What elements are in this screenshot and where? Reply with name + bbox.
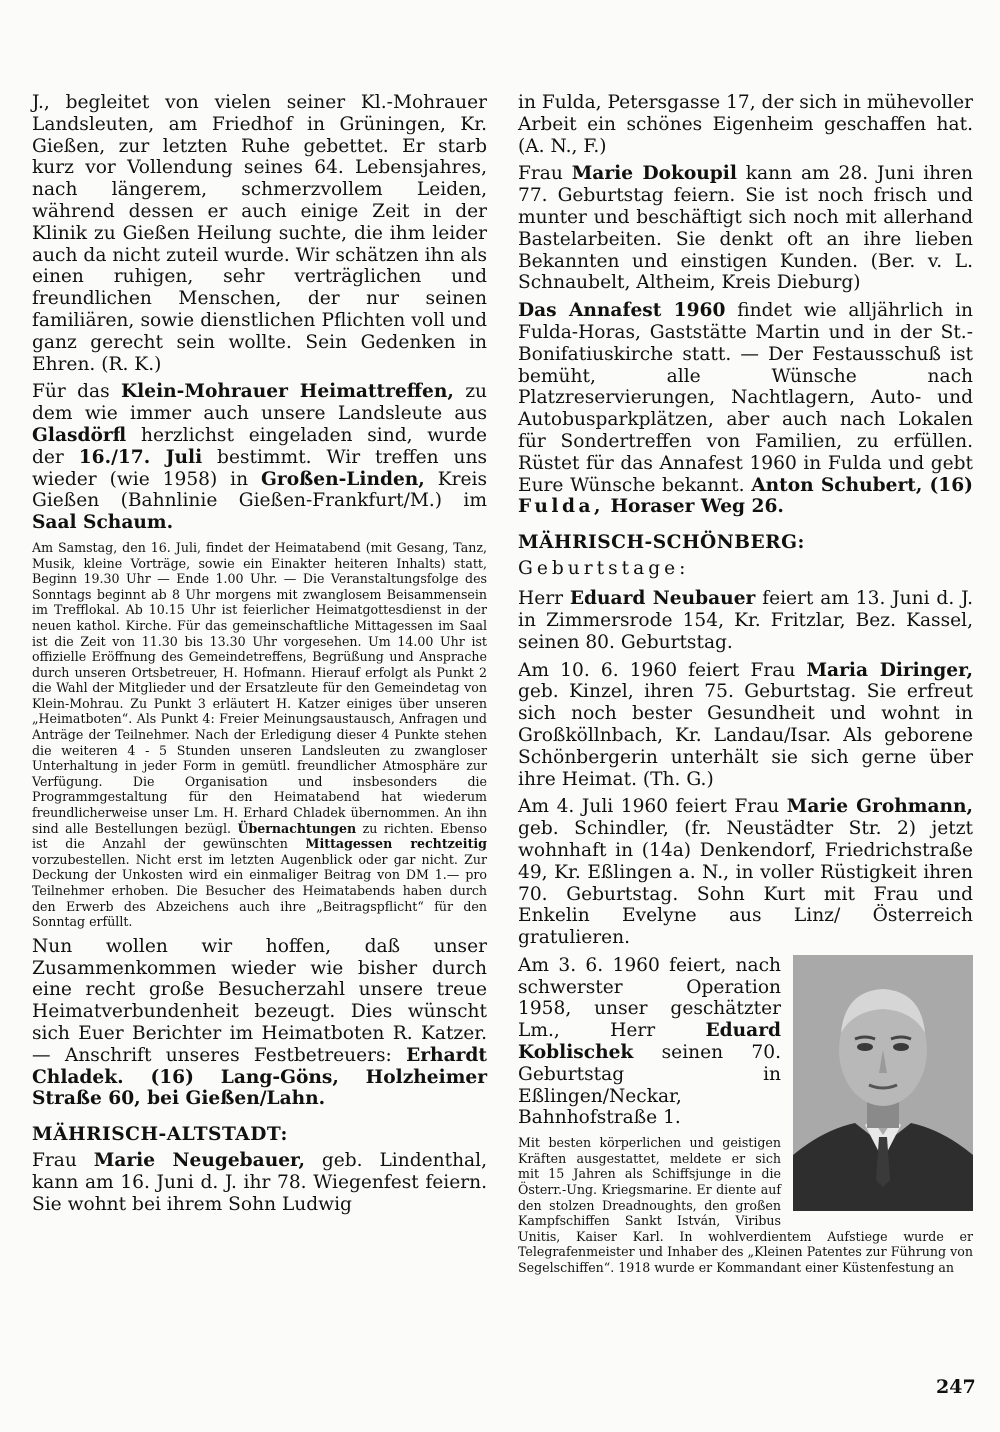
neugebauer-paragraph: Frau Marie Neugebauer, geb. Lindenthal, kann am 16. Juni d. J. ihr 78. Wiegenfest feiern. Sie wohnt bei ihrem Sohn Ludwig — [32, 1150, 487, 1215]
page-number: 247 — [936, 1376, 976, 1398]
koblischek-paragraph: Am 3. 6. 1960 feiert, nach schwerster Operation 1958, unser geschätzter Lm., Herr Eduard Koblischek seinen 70. Geburtstag in Eßlingen/Neckar, Bahnhofstraße 1. — [518, 954, 781, 1129]
koblischek-section — [518, 955, 973, 1282]
portrait-photo — [793, 955, 973, 1211]
koblischek-biography: Mit besten körperlichen und geistigen Kräften ausgestattet, meldete er sich mit 15 Jahren als Schiffsjunge in die Österr.-Ung. Kriegsmarine. Er diente auf den stolzen Dreadnoughts, den großen Kampfschiffen Sankt István, Viribus Unitis, Kaiser Karl. In wohlverdientem Aufstiege wurde er Telegrafenmeister und Inhaber des „Kleinen Patentes zur Führung von Segelschiffen“. 1918 wurde er Kommandant einer Küstenfestung an — [518, 1135, 973, 1276]
eduard-neubauer-paragraph: Herr Eduard Neubauer feiert am 13. Juni d. J. in Zimmersrode 154, Kr. Fritzlar, Bez. Kassel, seinen 80. Geburtstag. — [518, 588, 973, 653]
annafest-paragraph: Das Annafest 1960 findet wie alljährlich in Fulda-Horas, Gaststätte Martin und in der St.- Bonifatiuskirche statt. — Der Festausschuß ist bemüht, alle Wünsche nach Platzreservierungen, Nachtlagern, Auto- und Autobusparkplätzen, aber auch nach Lokalen für Sondertreffen von Familien, zu erfüllen. Rüstet für das Annafest 1960 in Fulda und gebt Eure Wünsche bekannt. Anton Schubert, (16) Fulda, Horaser Weg 26. — [518, 300, 973, 518]
closing-paragraph: Nun wollen wir hoffen, daß unser Zusammenkommen wieder wie bisher durch eine recht große Besucherzahl unsere treue Heimatverbundenheit bezeugt. Dies wünscht sich Euer Berichter im Heimatboten R. Katzer. — Anschrift unseres Festbetreuers: Erhardt Chladek. (16) Lang-Göns, Holzheimer Straße 60, bei Gießen/Lahn. — [32, 935, 487, 1110]
right-column — [518, 92, 973, 1282]
section-heading-altstadt: MÄHRISCH-ALTSTADT: — [32, 1124, 288, 1146]
left-column — [32, 92, 487, 1222]
portrait-icon — [793, 955, 973, 1211]
obituary-paragraph: J., begleitet von vielen seiner Kl.-Mohrauer Landsleuten, am Friedhof in Grüningen, Kr. Gießen, zur letzten Ruhe gebettet. Er starb kurz vor Vollendung seines 64. Lebensjahres, nach längerem, schmerzvollem Leiden, während dessen er auch einige Zeit in der Klinik zu Gießen Heilung suchte, die ihm leider auch da nicht zuteil wurde. Wir schätzen ihn als einen ruhigen, sehr verträglichen und freundlichen Menschen, der nur seinen familiären, sowie dienstlichen Pflichten voll und ganz gerecht sein wollte. Sein Gedenken in Ehren. (R. K.) — [32, 92, 487, 375]
dokoupil-paragraph: Frau Marie Dokoupil kann am 28. Juni ihren 77. Geburtstag feiern. Sie ist noch frisch und munter und beschäftigt sich noch mit allerhand Bastelarbeiten. Sie denkt oft an ihre lieben Bekannten und einstigen Kunden. (Ber. v. L. Schnaubelt, Altheim, Kreis Dieburg) — [518, 163, 973, 294]
heimattreffen-paragraph: Für das Klein-Mohrauer Heimattreffen, zu dem wie immer auch unsere Landsleute aus Glasdörfl herzlichst eingeladen sind, wurde der 16./17. Juli bestimmt. Wir treffen uns wieder (wie 1958) in Großen-Linden, Kreis Gießen (Bahnlinie Gießen-Frankfurt/M.) im Saal Schaum. — [32, 381, 487, 534]
fulda-paragraph: in Fulda, Petersgasse 17, der sich in mühevoller Arbeit ein schönes Eigenheim geschaffen hat. (A. N., F.) — [518, 92, 973, 157]
diringer-paragraph: Am 10. 6. 1960 feiert Frau Maria Diringer, geb. Kinzel, ihren 75. Geburtstag. Sie erfreut sich noch bester Gesundheit und wohnt in Großköllnbach, Kr. Landau/Isar. Als geborene Schönbergerin unterhält sie sich gerne über ihre Heimat. (Th. G.) — [518, 659, 974, 790]
grohmann-paragraph: Am 4. Juli 1960 feiert Frau Marie Grohmann, geb. Schindler, (fr. Neustädter Str. 2) jetzt wohnhaft in (14a) Denkendorf, Friedrichstraße 49, Kr. Eßlingen a. N., in voller Rüstigkeit ihren 70. Geburtstag. Sohn Kurt mit Frau und Enkelin Evelyne aus Linz/ Österreich gratulieren. — [518, 796, 974, 949]
program-details-paragraph: Am Samstag, den 16. Juli, findet der Heimatabend (mit Gesang, Tanz, Musik, kleine Vorträge, sowie ein Einakter heiteren Inhalts) statt, Beginn 19.30 Uhr — Ende 1.00 Uhr. — Die Veranstaltungsfolge des Sonntags beginnt ab 8 Uhr morgens mit zwanglosem Beisammensein im Trefflokal. Ab 10.15 Uhr ist feierlicher Heimatgottesdienst in der neuen kathol. Kirche. Für das gemeinschaftliche Mittagessen im Saal ist die Zeit von 11.30 bis 13.30 Uhr vorgesehen. Um 14.00 Uhr ist offizielle Eröffnung des Gemeindetreffens, Begrüßung und Ansprache durch unseren Ortsbetreuer, H. Hofmann. Hierauf erfolgt als Punkt 2 die Wahl der Mitglieder und der Ersatzleute für den Gemeindetag von Klein-Mohrau. Zu Punkt 3 erläutert H. Katzer einiges über unseren „Heimatboten“. Als Punkt 4: Freier Meinungsaustausch, Anfragen und Anträge der Teilnehmer. Nach der Erledigung dieser 4 Punkte stehen die weiteren 4 - 5 Stunden unseren Landsleuten zu zwangloser Unterhaltung in jeder Form in gemütl. freundlicher Atmosphäre zur Verfügung. Die Organisation und insbesonders die Programmgestaltung für den Heimatabend hat wiederum freundlicherweise unser Lm. H. Erhard Chladek übernommen. An ihn sind alle Bestellungen bezügl. Übernachtungen zu richten. Ebenso ist die Anzahl der gewünschten Mittagessen rechtzeitig vorzubestellen. Nicht erst im letzten Augenblick oder gar nicht. Zur Deckung der Unkosten wird ein einmaliger Beitrag von DM 1.— pro Teilnehmer erhoben. Die Besucher des Heimatabends haben durch den Erwerb des Abzeichens auch ihre „Beitragspflicht“ für den Sonntag erfüllt. — [32, 539, 487, 930]
birthdays-subheading: Geburtstage: — [518, 558, 690, 580]
section-heading-schoenberg: MÄHRISCH-SCHÖNBERG: — [518, 532, 805, 554]
